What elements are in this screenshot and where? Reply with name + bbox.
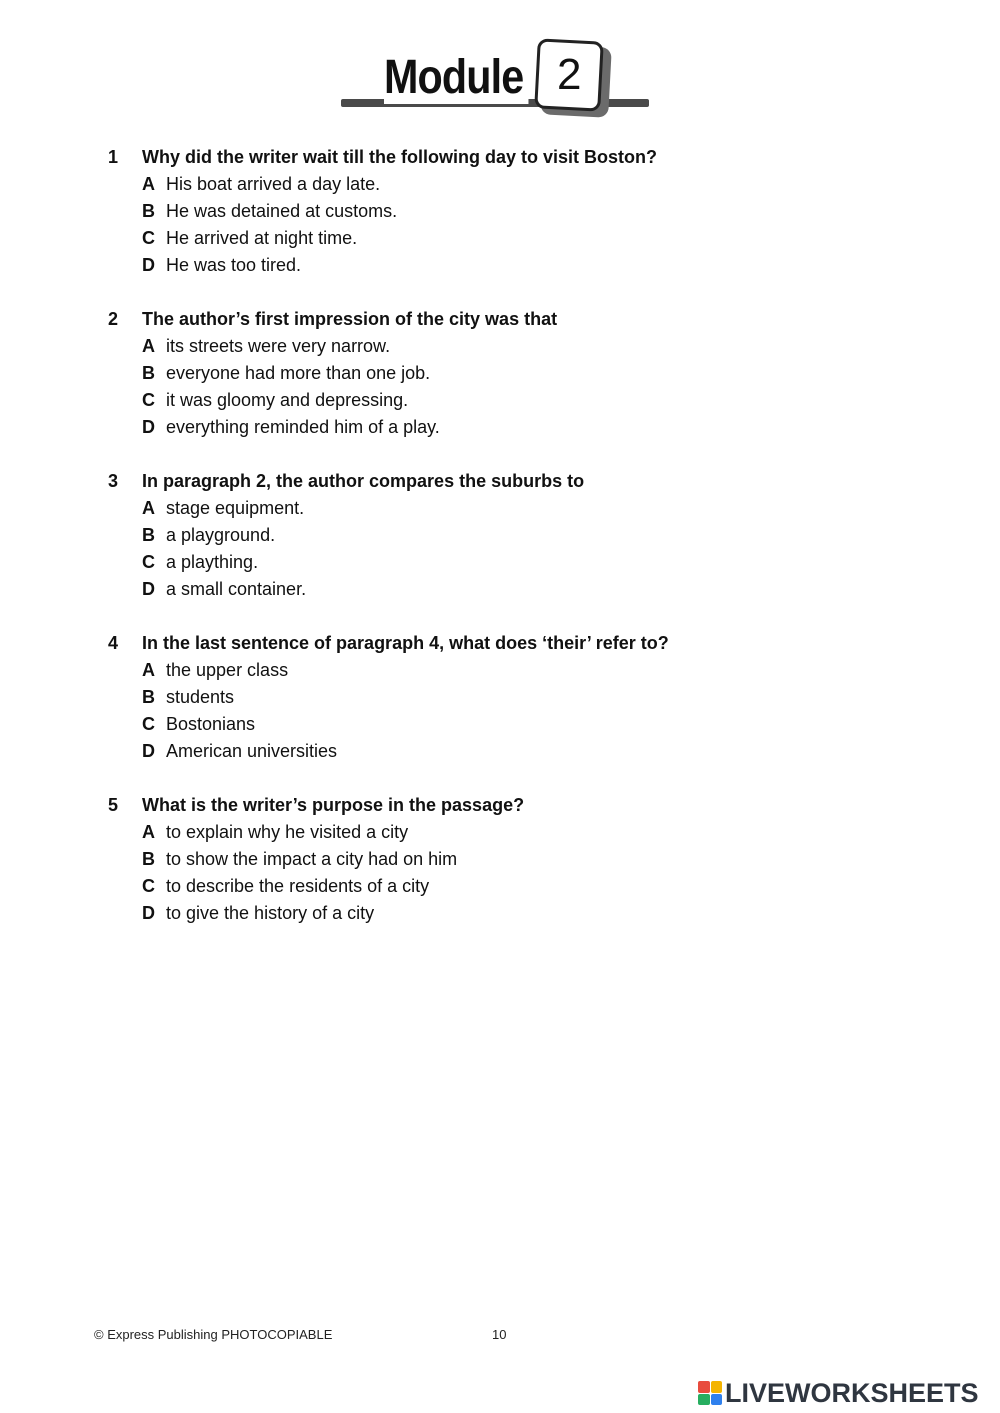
option-letter: A	[142, 174, 155, 194]
option-text: He arrived at night time.	[166, 228, 358, 248]
option-text: a playground.	[166, 525, 276, 545]
option-a[interactable]	[142, 333, 868, 360]
option-b[interactable]	[142, 846, 868, 873]
option-letter: B	[142, 363, 155, 383]
option-letter: C	[142, 714, 155, 734]
mark-square-green	[698, 1394, 710, 1406]
module-header	[340, 30, 660, 130]
question-text: What is the writer’s purpose in the passage?	[142, 795, 525, 815]
question-stem	[108, 468, 868, 495]
question-3	[108, 468, 868, 603]
option-letter: D	[142, 579, 155, 599]
option-c[interactable]	[142, 387, 868, 414]
option-letter: A	[142, 498, 155, 518]
footer-page-number: 10	[492, 1327, 507, 1342]
option-text: Bostonians	[166, 714, 256, 734]
option-text: a small container.	[166, 579, 307, 599]
option-text: it was gloomy and depressing.	[166, 390, 409, 410]
option-text: a plaything.	[166, 552, 259, 572]
option-letter: C	[142, 552, 155, 572]
question-text: The author’s first impression of the city was that	[142, 309, 558, 329]
option-text: to give the history of a city	[166, 903, 375, 923]
mark-square-red	[698, 1381, 710, 1393]
question-text: Why did the writer wait till the following day to visit Boston?	[142, 147, 658, 167]
question-stem	[108, 792, 868, 819]
option-d[interactable]	[142, 252, 868, 279]
question-5	[108, 792, 868, 927]
question-number: 2	[108, 309, 119, 329]
question-text: In the last sentence of paragraph 4, what does ‘their’ refer to?	[142, 633, 669, 653]
option-d[interactable]	[142, 414, 868, 441]
option-letter: C	[142, 876, 155, 896]
module-title: Module	[384, 52, 528, 104]
option-text: stage equipment.	[166, 498, 305, 518]
option-b[interactable]	[142, 198, 868, 225]
option-text: the upper class	[166, 660, 289, 680]
option-text: its streets were very narrow.	[166, 336, 391, 356]
option-text: American universities	[166, 741, 338, 761]
option-d[interactable]	[142, 576, 868, 603]
option-letter: D	[142, 255, 155, 275]
option-c[interactable]	[142, 711, 868, 738]
option-letter: A	[142, 660, 155, 680]
option-text: His boat arrived a day late.	[166, 174, 381, 194]
option-text: to show the impact a city had on him	[166, 849, 458, 869]
liveworksheets-text: LIVEWORKSHEETS	[725, 1378, 979, 1408]
question-stem	[108, 306, 868, 333]
option-c[interactable]	[142, 549, 868, 576]
option-c[interactable]	[142, 873, 868, 900]
option-a[interactable]	[142, 171, 868, 198]
mark-square-blue	[711, 1394, 723, 1406]
question-number: 1	[108, 147, 119, 167]
module-number: 2	[556, 49, 582, 99]
option-text: everything reminded him of a play.	[166, 417, 440, 437]
liveworksheets-logo[interactable]	[698, 1376, 979, 1410]
question-stem	[108, 144, 868, 171]
option-a[interactable]	[142, 819, 868, 846]
option-letter: B	[142, 201, 155, 221]
option-text: to describe the residents of a city	[166, 876, 430, 896]
question-list	[108, 144, 868, 954]
option-a[interactable]	[142, 495, 868, 522]
question-number: 4	[108, 633, 119, 653]
option-letter: B	[142, 687, 155, 707]
option-letter: A	[142, 336, 155, 356]
option-text: everyone had more than one job.	[166, 363, 431, 383]
option-letter: C	[142, 390, 155, 410]
question-number: 3	[108, 471, 119, 491]
option-b[interactable]	[142, 684, 868, 711]
mark-square-yellow	[711, 1381, 723, 1393]
option-a[interactable]	[142, 657, 868, 684]
option-text: He was detained at customs.	[166, 201, 398, 221]
option-letter: D	[142, 741, 155, 761]
question-text: In paragraph 2, the author compares the suburbs to	[142, 471, 585, 491]
option-d[interactable]	[142, 738, 868, 765]
option-letter: C	[142, 228, 155, 248]
option-text: to explain why he visited a city	[166, 822, 409, 842]
question-2	[108, 306, 868, 441]
question-number: 5	[108, 795, 119, 815]
question-1	[108, 144, 868, 279]
option-letter: A	[142, 822, 155, 842]
option-letter: D	[142, 417, 155, 437]
footer-copyright: © Express Publishing PHOTOCOPIABLE	[94, 1327, 333, 1342]
option-b[interactable]	[142, 360, 868, 387]
question-4	[108, 630, 868, 765]
liveworksheets-mark-icon	[698, 1381, 722, 1405]
option-b[interactable]	[142, 522, 868, 549]
option-d[interactable]	[142, 900, 868, 927]
option-text: He was too tired.	[166, 255, 302, 275]
option-c[interactable]	[142, 225, 868, 252]
question-stem	[108, 630, 868, 657]
option-letter: B	[142, 525, 155, 545]
option-letter: D	[142, 903, 155, 923]
option-text: students	[166, 687, 235, 707]
module-number-box	[534, 38, 604, 111]
option-letter: B	[142, 849, 155, 869]
